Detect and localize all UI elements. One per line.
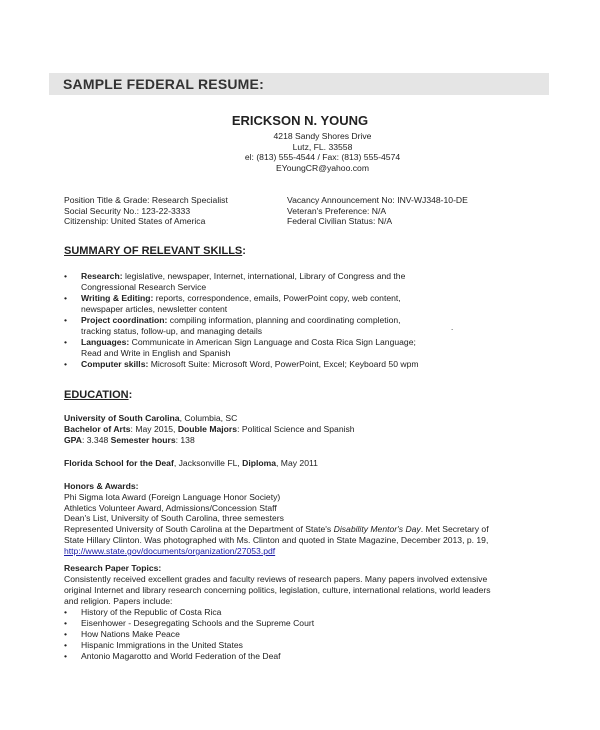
- research-heading: Research Paper Topics:: [64, 563, 162, 573]
- honor-item: Dean's List, University of South Carolina, three semesters: [64, 513, 284, 523]
- education-heading: EDUCATION:: [64, 389, 133, 401]
- topic-item: Antonio Magarotto and World Federation of the Deaf: [81, 651, 281, 661]
- bullet-icon: •: [64, 651, 68, 661]
- skill-item: Languages: Communicate in American Sign Language and Costa Rica Sign Language;: [81, 337, 416, 347]
- citizenship: Citizenship: United States of America: [64, 216, 206, 226]
- fsd-line: Florida School for the Deaf, Jacksonville FL, Diploma, May 2011: [64, 458, 318, 468]
- research-text: original Internet and library research concerning politics, legislation, culture, international relations, world leaders: [64, 585, 491, 595]
- banner-title: SAMPLE FEDERAL RESUME:: [63, 76, 264, 92]
- honors-heading: Honors & Awards:: [64, 481, 139, 491]
- position-title: Position Title & Grade: Research Specialist: [64, 195, 228, 205]
- skill-item: Research: legislative, newspaper, Internet, international, Library of Congress and the: [81, 271, 406, 281]
- topic-item: How Nations Make Peace: [81, 629, 180, 639]
- bullet-icon: •: [64, 359, 68, 369]
- honor-item: Phi Sigma Iota Award (Foreign Language Honor Society): [64, 492, 281, 502]
- topic-item: Hispanic Immigrations in the United States: [81, 640, 243, 650]
- research-text: and religion. Papers include:: [64, 596, 173, 606]
- usc-line: University of South Carolina, Columbia, SC: [64, 413, 238, 423]
- city-line: Lutz, FL. 33558: [292, 142, 353, 152]
- phone-line: el: (813) 555-4544 / Fax: (813) 555-4574: [244, 152, 401, 162]
- gpa-line: GPA: 3.348 Semester hours: 138: [64, 435, 195, 445]
- topic-item: History of the Republic of Costa Rica: [81, 607, 222, 617]
- honor-item: Athletics Volunteer Award, Admissions/Concession Staff: [64, 503, 277, 513]
- stray-dot: .: [451, 323, 454, 332]
- skill-item: Writing & Editing: reports, correspondence, emails, PowerPoint copy, web content,: [81, 293, 401, 303]
- skill-item-cont: newspaper articles, newsletter content: [81, 304, 228, 314]
- bullet-icon: •: [64, 315, 68, 325]
- topic-item: Eisenhower - Desegregating Schools and the Supreme Court: [81, 618, 315, 628]
- bullet-icon: •: [64, 607, 68, 617]
- applicant-name: ERICKSON N. YOUNG: [231, 113, 369, 128]
- bullet-icon: •: [64, 629, 68, 639]
- email-line: EYoungCR@yahoo.com: [276, 163, 369, 173]
- bullet-icon: •: [64, 293, 68, 303]
- degree-line: Bachelor of Arts: May 2015, Double Majors: Political Science and Spanish: [64, 424, 355, 434]
- research-text: Consistently received excellent grades and faculty reviews of research papers. Many papers involved extensive: [64, 574, 488, 584]
- veteran-preference: Veteran's Preference: N/A: [287, 206, 387, 216]
- bullet-icon: •: [64, 271, 68, 281]
- title-banner: [49, 73, 549, 95]
- bullet-icon: •: [64, 640, 68, 650]
- skill-item-cont: tracking status, follow-up, and managing details: [81, 326, 263, 336]
- representation-line: Represented University of South Carolina at the Department of State's Disability Mentor's Day. Met Secretary of: [64, 524, 489, 534]
- skill-item: Project coordination: compiling information, planning and coordinating completion,: [81, 315, 401, 325]
- state-gov-link[interactable]: http://www.state.gov/documents/organization/27053.pdf: [64, 546, 276, 556]
- ssn: Social Security No.: 123-22-3333: [64, 206, 191, 216]
- skill-item-cont: Read and Write in English and Spanish: [81, 348, 231, 358]
- skill-item-cont: Congressional Research Service: [81, 282, 207, 292]
- federal-status: Federal Civilian Status: N/A: [287, 216, 393, 226]
- vacancy-number: Vacancy Announcement No: INV-WJ348-10-DE: [287, 195, 468, 205]
- representation-line-2: State Hillary Clinton. Was photographed with Ms. Clinton and quoted in State Magazine, December 2013, p. 19,: [64, 535, 489, 545]
- skills-heading: SUMMARY OF RELEVANT SKILLS:: [64, 245, 246, 257]
- address-line: 4218 Sandy Shores Drive: [273, 131, 372, 141]
- bullet-icon: •: [64, 337, 68, 347]
- bullet-icon: •: [64, 618, 68, 628]
- skill-item: Computer skills: Microsoft Suite: Microsoft Word, PowerPoint, Excel; Keyboard 50 wpm: [81, 359, 419, 369]
